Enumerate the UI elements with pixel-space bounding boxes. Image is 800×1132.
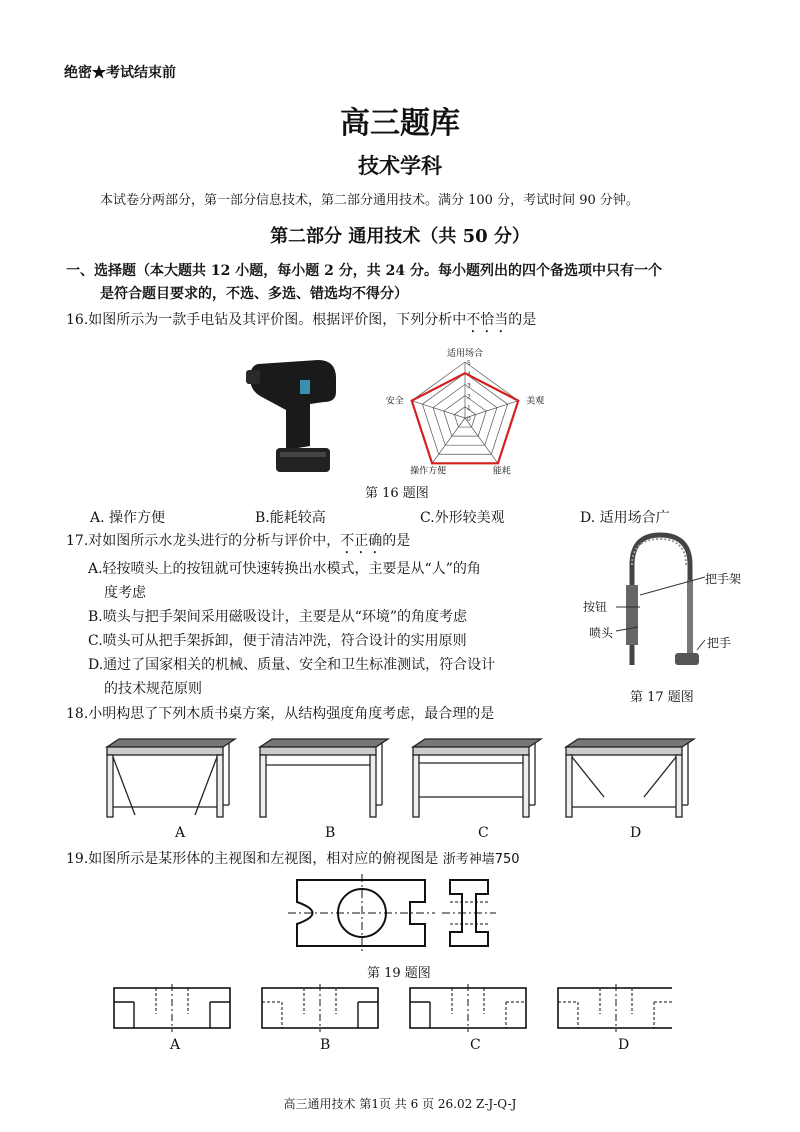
radar-tick-label: 3 bbox=[467, 382, 471, 390]
section-instructions: 一、选择题（本大题共 12 小题，每小题 2 分，共 24 分。每小题列出的四个备选项中只有一个 bbox=[66, 263, 662, 279]
exam-intro: 本试卷分两部分，第一部分信息技术，第二部分通用技术。满分 100 分，考试时间 90 分钟。 bbox=[100, 193, 639, 208]
radar-axis-label: 适用场合 bbox=[446, 349, 484, 359]
q18-option-d[interactable]: D bbox=[630, 825, 642, 841]
page-title: 高三题库 bbox=[340, 106, 460, 141]
radar-axis-line bbox=[432, 418, 465, 463]
question-17-stem: 17.对如图所示水龙头进行的分析与评价中，不正确的是 bbox=[66, 533, 411, 549]
q19-option-a[interactable]: A bbox=[170, 1037, 181, 1053]
desk-option-drawing bbox=[260, 739, 388, 817]
q16-option-a[interactable]: A. 操作方便 bbox=[90, 510, 166, 526]
page-footer: 高三通用技术 第1页 共 6 页 26.02 Z-J-Q-J bbox=[283, 1097, 517, 1111]
desk-option-drawing bbox=[107, 739, 235, 817]
radar-chart bbox=[380, 338, 550, 483]
q16-option-c[interactable]: C.外形较美观 bbox=[420, 510, 505, 526]
q17-option-d[interactable]: D.通过了国家相关的机械、质量、安全和卫生标准测试，符合设计 bbox=[88, 657, 496, 673]
radar-axis-line bbox=[465, 418, 498, 463]
faucet-label-handle: 把手 bbox=[707, 636, 732, 650]
top-view-option-drawing bbox=[410, 984, 526, 1032]
faucet-label-holder: 把手架 bbox=[705, 572, 742, 586]
radar-axis-line bbox=[412, 401, 465, 418]
radar-tick-label: 0 bbox=[467, 416, 471, 423]
top-view-option-drawing bbox=[114, 984, 230, 1032]
faucet-label-button: 按钮 bbox=[583, 600, 608, 614]
q18-option-a[interactable]: A bbox=[175, 825, 186, 841]
radar-axis-label: 操作方便 bbox=[410, 466, 447, 477]
question-19-stem: 19.如图所示是某形体的主视图和左视图，相对应的俯视图是 浙考神墙750 bbox=[66, 851, 520, 867]
figure-17-caption: 第 17 题图 bbox=[630, 690, 694, 705]
radar-axis-label: 能耗 bbox=[492, 466, 511, 477]
part-title: 第二部分 通用技术（共 50 分） bbox=[270, 226, 530, 247]
q17-option-a-cont: 度考虑 bbox=[104, 585, 146, 601]
figure-16-caption: 第 16 题图 bbox=[365, 486, 429, 501]
question-16-stem: 16.如图所示为一款手电钻及其评价图。根据评价图，下列分析中不恰当的是 bbox=[66, 312, 537, 328]
three-view-figure bbox=[280, 872, 510, 962]
watermark-text: 浙考神墙750 bbox=[442, 852, 520, 867]
radar-tick-label: 1 bbox=[467, 404, 471, 412]
q17-option-a[interactable]: A.轻按喷头上的按钮就可快速转换出水模式，主要是从“人”的角 bbox=[88, 561, 481, 577]
faucet-label-nozzle: 喷头 bbox=[589, 626, 614, 640]
radar-axis-line bbox=[465, 401, 518, 418]
radar-axis-label: 安全 bbox=[385, 396, 404, 407]
drill-illustration bbox=[240, 350, 350, 480]
radar-tick-label: 4 bbox=[467, 371, 471, 379]
q17-option-b[interactable]: B.喷头与把手架间采用磁吸设计，主要是从“环境”的角度考虑 bbox=[88, 609, 468, 625]
figure-19-caption: 第 19 题图 bbox=[367, 966, 431, 981]
q16-option-b[interactable]: B.能耗较高 bbox=[255, 510, 326, 526]
desk-option-drawing bbox=[566, 739, 694, 817]
radar-axis-label: 美观 bbox=[526, 396, 545, 407]
desk-options-figure bbox=[95, 735, 745, 825]
question-18-stem: 18.小明构思了下列木质书桌方案，从结构强度角度考虑，最合理的是 bbox=[66, 706, 495, 722]
q17-option-c[interactable]: C.喷头可从把手架拆卸，便于清洁冲洗，符合设计的实用原则 bbox=[88, 633, 467, 649]
q16-option-d[interactable]: D. 适用场合广 bbox=[580, 510, 670, 526]
q19-option-d[interactable]: D bbox=[618, 1037, 630, 1053]
top-view-options-figure bbox=[112, 984, 672, 1034]
q18-option-c[interactable]: C bbox=[478, 825, 489, 841]
q18-option-b[interactable]: B bbox=[325, 825, 336, 841]
radar-tick-label: 2 bbox=[467, 393, 471, 401]
radar-tick-label: 5 bbox=[467, 360, 471, 367]
desk-option-drawing bbox=[413, 739, 541, 817]
q19-option-b[interactable]: B bbox=[320, 1037, 331, 1053]
section-instructions-cont: 是符合题目要求的，不选、多选、错选均不得分） bbox=[100, 286, 408, 302]
subject-title: 技术学科 bbox=[358, 153, 442, 178]
confidential-mark: 绝密★考试结束前 bbox=[64, 65, 176, 81]
q17-option-d-cont: 的技术规范原则 bbox=[104, 681, 202, 697]
q19-option-c[interactable]: C bbox=[470, 1037, 481, 1053]
top-view-option-drawing bbox=[262, 984, 378, 1032]
top-view-option-drawing bbox=[558, 984, 672, 1032]
